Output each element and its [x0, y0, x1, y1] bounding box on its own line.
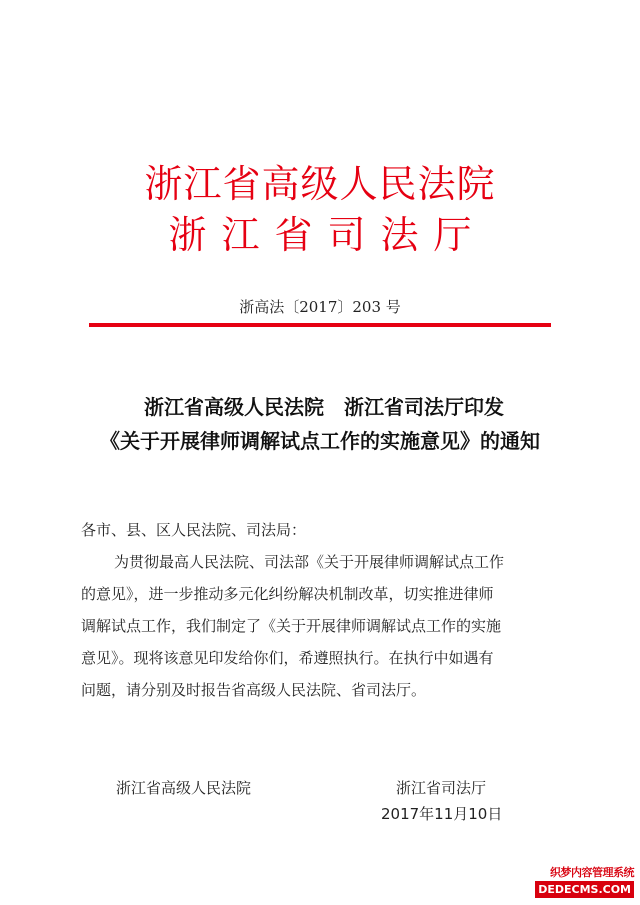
site-watermark [535, 864, 634, 898]
paragraph-line: 调解试点工作，我们制定了《关于开展律师调解试点工作的实施 [81, 617, 502, 635]
signature-justice-dept: 浙江省司法厅 [396, 779, 487, 797]
issuer-title-court: 浙江省高级人民法院 [144, 162, 496, 206]
document-number: 浙高法〔2017〕203 号 [239, 298, 401, 316]
red-divider-line [89, 323, 551, 327]
signature-date: 2017年11月10日 [381, 805, 503, 823]
salutation: 各市、县、区人民法院、司法局： [81, 521, 307, 539]
paragraph-line: 问题，请分别及时报告省高级人民法院、省司法厅。 [81, 681, 427, 699]
paragraph-line: 的意见》，进一步推动多元化纠纷解决机制改革，切实推进律师 [81, 585, 494, 603]
body-paragraph [81, 546, 571, 706]
watermark-domain: DEDECMS.COM [535, 881, 634, 898]
paragraph-line: 意见》。现将该意见印发给你们，希遵照执行。在执行中如遇有 [81, 649, 494, 667]
watermark-text: 织梦内容管理系统 [550, 866, 634, 879]
signature-court: 浙江省高级人民法院 [116, 779, 252, 797]
notice-title-line-2: 《关于开展律师调解试点工作的实施意见》的通知 [100, 429, 540, 453]
issuer-title-justice-dept: 浙江省司法厅 [168, 213, 487, 257]
notice-title-line-1: 浙江省高级人民法院 浙江省司法厅印发 [144, 395, 504, 419]
paragraph-line: 为贯彻最高人民法院、司法部《关于开展律师调解试点工作 [114, 553, 505, 571]
